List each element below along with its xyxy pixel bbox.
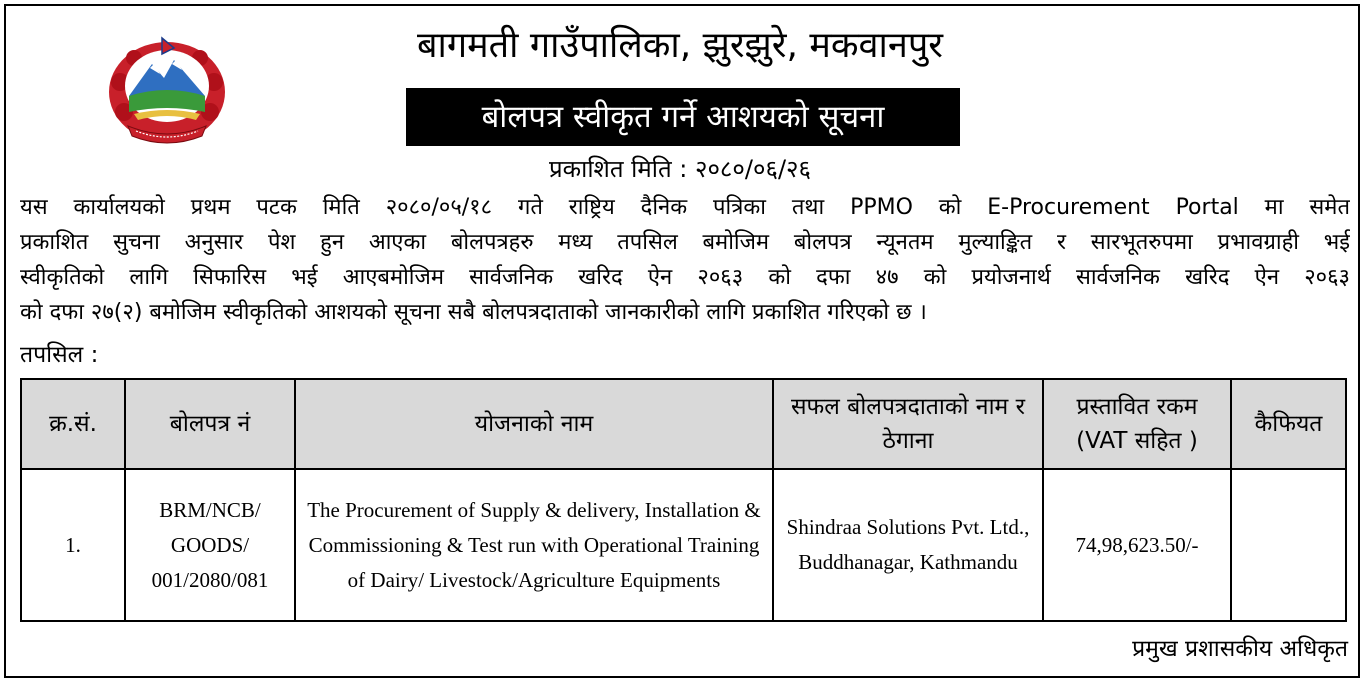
body-line: प्रकाशित सुचना अनुसार पेश हुन आएका बोलपत्रहरु मध्य तपसिल बमोजिम बोलपत्र न्यूनतम मुल्याङ्कित र सारभूतरुपमा प्रभावग्राही भई — [20, 230, 1350, 255]
details-label: तपसिल : — [20, 342, 99, 368]
table-row — [21, 469, 1346, 621]
body-line: यस कार्यालयको प्रथम पटक मिति २०८०/०५/१८ गते राष्ट्रिय दैनिक पत्रिका तथा PPMO को E-Procurement Portal मा समेत — [20, 195, 1350, 220]
table-header-row — [21, 379, 1346, 469]
body-line: को दफा २७(२) बमोजिम स्वीकृतिको आशयको सूचना सबै बोलपत्रदाताको जानकारीको लागि प्रकाशित गरिएको छ । — [20, 300, 927, 325]
header-remarks: कैफियत — [1231, 379, 1346, 469]
cell-serial: 1. — [21, 469, 125, 621]
body-line: स्वीकृतिको लागि सिफारिस भई आएबमोजिम सार्वजनिक खरिद ऐन २०६३ को दफा ४७ को प्रयोजनार्थ सार्वजनिक खरिद ऐन २०६३ — [20, 265, 1350, 290]
header-bid-number: बोलपत्र नं — [125, 379, 295, 469]
signature-title: प्रमुख प्रशासकीय अधिकृत — [1132, 636, 1348, 662]
published-date: प्रकाशित मिति : २०८०/०६/२६ — [549, 155, 811, 183]
cell-amount: 74,98,623.50/- — [1043, 469, 1231, 621]
details-table — [20, 378, 1347, 622]
municipality-title: बागमती गाउँपालिका, झुरझुरे, मकवानपुर — [416, 25, 944, 66]
header-serial: क्र.सं. — [21, 379, 125, 469]
cell-project-name: The Procurement of Supply & delivery, Installation & Commissioning & Test run with Operational Training of Dairy/ Livestock/Agriculture Equipments — [295, 469, 773, 621]
header-proposed-amount: प्रस्तावित रकम (VAT सहित ) — [1043, 379, 1231, 469]
notice-title-banner: बोलपत्र स्वीकृत गर्ने आशयको सूचना — [406, 88, 960, 146]
cell-bidder: Shindraa Solutions Pvt. Ltd., Buddhanagar, Kathmandu — [773, 469, 1043, 621]
nepal-emblem-icon — [104, 34, 230, 146]
cell-remarks — [1231, 469, 1346, 621]
notice-body — [20, 190, 1350, 330]
header-project-name: योजनाको नाम — [295, 379, 773, 469]
header-bidder-name-address: सफल बोलपत्रदाताको नाम र ठेगाना — [773, 379, 1043, 469]
cell-bid-number: BRM/NCB/ GOODS/ 001/2080/081 — [125, 469, 295, 621]
